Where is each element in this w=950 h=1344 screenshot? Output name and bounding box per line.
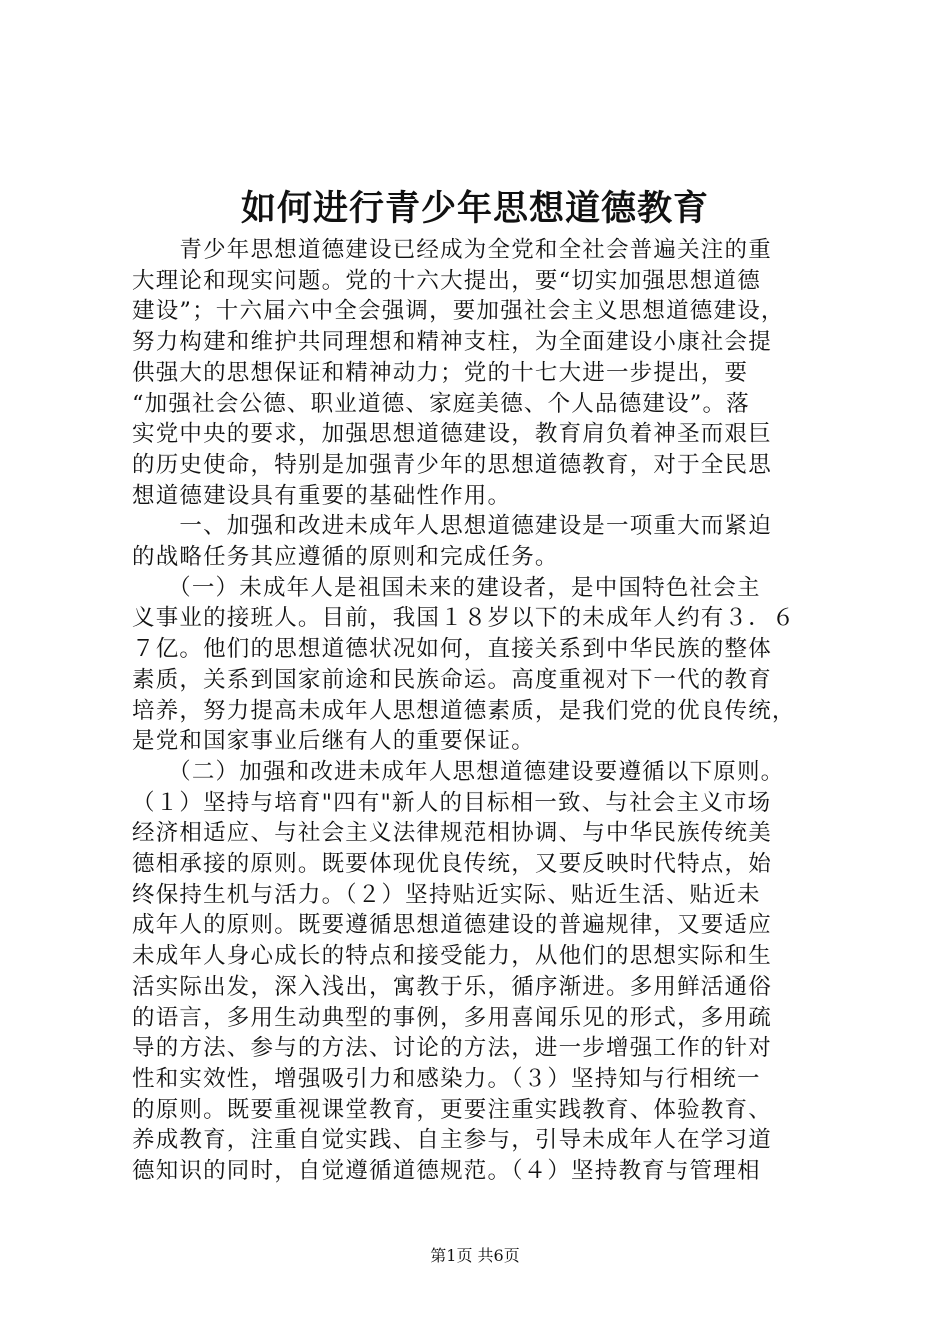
body-text-line: 的历史使命，特别是加强青少年的思想道德教育，对于全民思 bbox=[132, 451, 772, 478]
body-text-line: 一、加强和改进未成年人思想道德建设是一项重大而紧迫 bbox=[132, 513, 772, 540]
body-text-line: （二）加强和改进未成年人思想道德建设要遵循以下原则。 bbox=[132, 758, 785, 785]
body-text-line: 供强大的思想保证和精神动力；党的十七大进一步提出，要 bbox=[132, 359, 749, 386]
body-text-line: 想道德建设具有重要的基础性作用。 bbox=[132, 482, 512, 509]
body-text-line: 努力构建和维护共同理想和精神支柱，为全面建设小康社会提 bbox=[132, 329, 772, 356]
body-text-line: 未成年人身心成长的特点和接受能力，从他们的思想实际和生 bbox=[132, 943, 772, 970]
body-text-line: 实党中央的要求，加强思想道德建设，教育肩负着神圣而艰巨 bbox=[132, 421, 772, 448]
body-text-line: 的原则。既要重视课堂教育，更要注重实践教育、体验教育、 bbox=[132, 1096, 772, 1123]
body-text-line: （一）未成年人是祖国未来的建设者，是中国特色社会主 bbox=[132, 574, 761, 601]
body-text-line: 德知识的同时，自觉遵循道德规范。（４）坚持教育与管理相 bbox=[132, 1158, 761, 1184]
document-title: 如何进行青少年思想道德教育 bbox=[240, 188, 709, 229]
body-text-line: 德相承接的原则。既要体现优良传统，又要反映时代特点，始 bbox=[132, 851, 772, 877]
body-text-line: 成年人的原则。既要遵循思想道德建设的普遍规律，又要适应 bbox=[132, 912, 772, 939]
body-text-line: 养成教育，注重自觉实践、自主参与，引导未成年人在学习道 bbox=[132, 1127, 772, 1154]
body-text-line: 经济相适应、与社会主义法律规范相协调、与中华民族传统美 bbox=[132, 820, 772, 847]
body-text-line: ７亿。他们的思想道德状况如何，直接关系到中华民族的整体 bbox=[132, 636, 772, 663]
body-text-line: 大理论和现实问题。党的十六大提出，要“切实加强思想道德 bbox=[132, 267, 761, 294]
page-footer: 第1页 共6页 bbox=[430, 1246, 520, 1265]
body-text-line: 导的方法、参与的方法、讨论的方法，进一步增强工作的针对 bbox=[132, 1035, 772, 1062]
body-text-line: 是党和国家事业后继有人的重要保证。 bbox=[132, 728, 535, 755]
body-text-line: “加强社会公德、职业道德、家庭美德、个人品德建设”。落 bbox=[132, 390, 750, 417]
body-text-line: 建设”；十六届六中全会强调，要加强社会主义思想道德建设， bbox=[132, 298, 785, 325]
body-text-line: 性和实效性，增强吸引力和感染力。（３）坚持知与行相统一 bbox=[132, 1065, 761, 1092]
body-text-line: 培养，努力提高未成年人思想道德素质，是我们党的优良传统， bbox=[132, 697, 796, 724]
body-text-line: 青少年思想道德建设已经成为全党和全社会普遍关注的重 bbox=[132, 237, 772, 263]
body-text-line: （１）坚持与培育"四有"新人的目标相一致、与社会主义市场 bbox=[132, 789, 772, 816]
body-text-line: 义事业的接班人。目前，我国１８岁以下的未成年人约有３．６ bbox=[132, 605, 796, 632]
body-text-line: 终保持生机与活力。（２）坚持贴近实际、贴近生活、贴近未 bbox=[132, 881, 761, 908]
body-text-line: 素质，关系到国家前途和民族命运。高度重视对下一代的教育 bbox=[132, 666, 772, 693]
body-text-line: 的语言，多用生动典型的事例，多用喜闻乐见的形式，多用疏 bbox=[132, 1004, 772, 1031]
body-text-line: 的战略任务其应遵循的原则和完成任务。 bbox=[132, 544, 559, 570]
body-text-line: 活实际出发，深入浅出，寓教于乐，循序渐进。多用鲜活通俗 bbox=[132, 973, 772, 1000]
